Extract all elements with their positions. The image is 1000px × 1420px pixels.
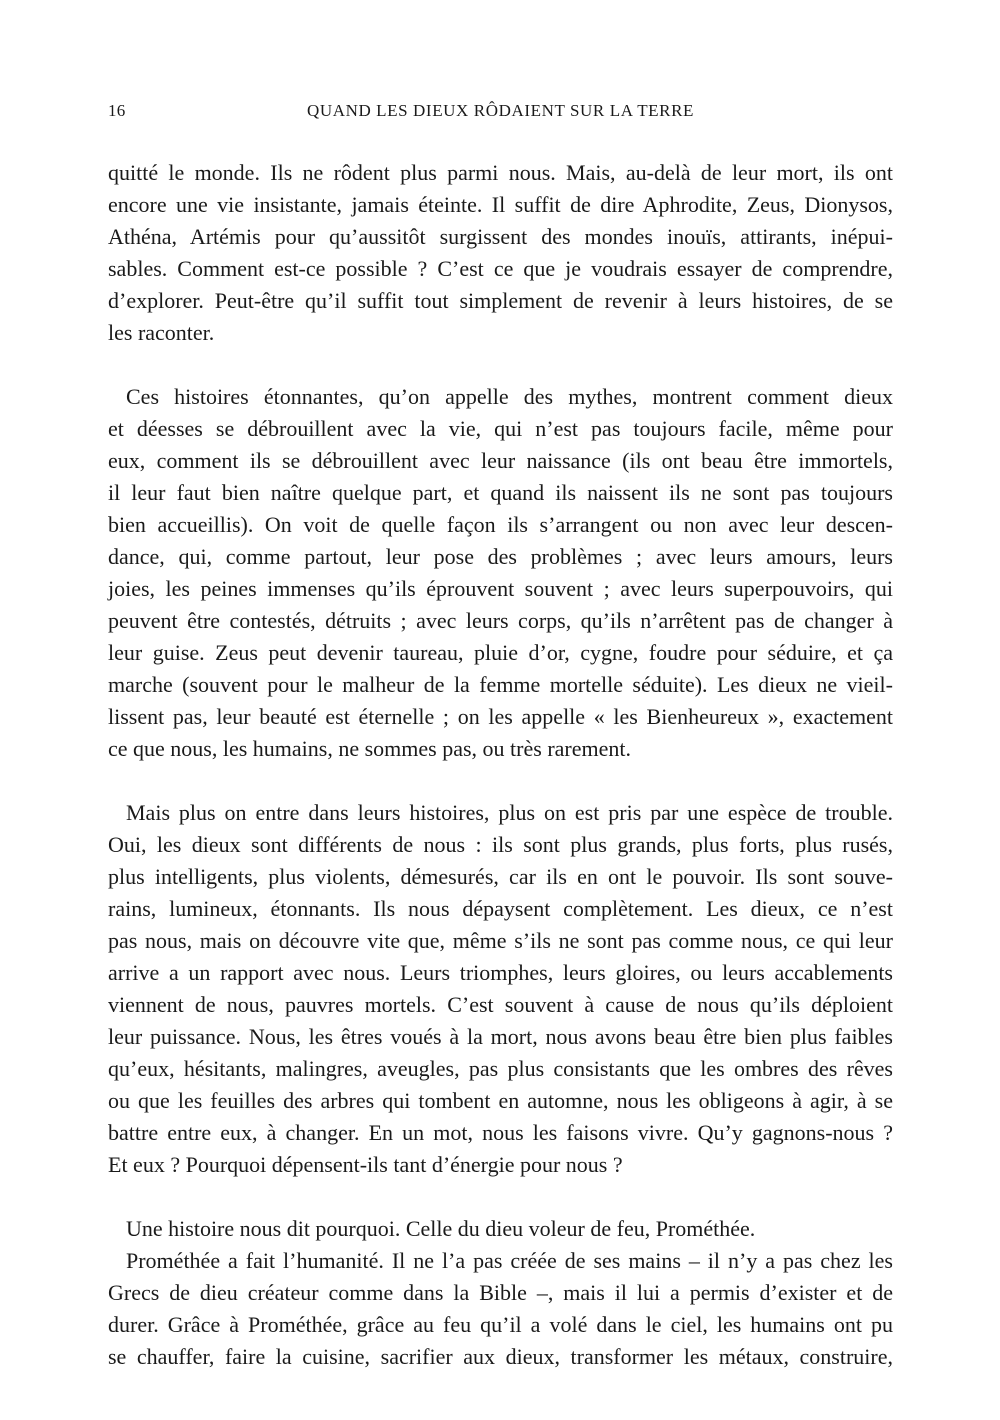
text-line: Oui, les dieux sont différents de nous : ils sont plus grands, plus forts, plus rusés,: [108, 832, 893, 857]
text-line: marche (souvent pour le malheur de la femme mortelle séduite). Les dieux ne vieil-: [108, 672, 893, 697]
text-line: sables. Comment est-ce possible ? C’est ce que je voudrais essayer de comprendre,: [108, 256, 893, 281]
text-line: Ces histoires étonnantes, qu’on appelle des mythes, montrent comment dieux: [126, 384, 893, 409]
text-line: leur guise. Zeus peut devenir taureau, pluie d’or, cygne, foudre pour séduire, et ça: [108, 640, 893, 665]
text-line: Grecs de dieu créateur comme dans la Bible –, mais il lui a permis d’exister et de: [108, 1280, 893, 1305]
text-line: durer. Grâce à Prométhée, grâce au feu qu’il a volé dans le ciel, les humains ont pu: [108, 1312, 893, 1337]
paragraph: [108, 797, 893, 1181]
text-line: eux, comment ils se débrouillent avec leur naissance (ils ont beau être immortels,: [108, 448, 893, 473]
text-line: ou que les feuilles des arbres qui tombent en automne, nous les obligeons à agir, à se: [108, 1088, 893, 1113]
text-line: Mais plus on entre dans leurs histoires, plus on est pris par une espèce de trouble.: [126, 800, 893, 825]
text-line: peuvent être contestés, détruits ; avec leurs corps, qu’ils n’arrêtent pas de changer à: [108, 608, 893, 633]
text-line: quitté le monde. Ils ne rôdent plus parmi nous. Mais, au-delà de leur mort, ils ont: [108, 160, 893, 185]
text-line: Et eux ? Pourquoi dépensent-ils tant d’énergie pour nous ?: [108, 1152, 623, 1177]
text-line: il leur faut bien naître quelque part, et quand ils naissent ils ne sont pas toujours: [108, 480, 893, 505]
text-line: joies, les peines immenses qu’ils éprouvent souvent ; avec leurs superpouvoirs, qui: [108, 576, 893, 601]
text-line: qu’eux, hésitants, malingres, aveugles, pas plus consistants que les ombres des rêves: [108, 1056, 893, 1081]
text-line: pas nous, mais on découvre vite que, même s’ils ne sont pas comme nous, ce qui leur: [108, 928, 893, 953]
text-line: dance, qui, comme partout, leur pose des problèmes ; avec leurs amours, leurs: [108, 544, 893, 569]
text-line: et déesses se débrouillent avec la vie, qui n’est pas toujours facile, même pour: [108, 416, 893, 441]
running-title: QUAND LES DIEUX RÔDAIENT SUR LA TERRE: [306, 101, 695, 120]
text-line: encore une vie insistante, jamais éteinte. Il suffit de dire Aphrodite, Zeus, Dionysos,: [108, 192, 893, 217]
paragraph: [108, 381, 893, 765]
text-line: Prométhée a fait l’humanité. Il ne l’a pas créée de ses mains – il n’y a pas chez les: [126, 1248, 893, 1273]
text-line: arrive a un rapport avec nous. Leurs triomphes, leurs gloires, ou leurs accablements: [108, 960, 893, 985]
body-text: [108, 157, 893, 1373]
text-line: Une histoire nous dit pourquoi. Celle du dieu voleur de feu, Prométhée.: [126, 1216, 756, 1241]
running-header: [108, 98, 893, 124]
paragraph: [108, 1245, 893, 1373]
text-line: se chauffer, faire la cuisine, sacrifier aux dieux, transformer les métaux, construire,: [108, 1344, 893, 1369]
text-line: Athéna, Artémis pour qu’aussitôt surgissent des mondes inouïs, attirants, inépui-: [108, 224, 893, 249]
paragraph: [108, 157, 893, 349]
text-line: les raconter.: [108, 320, 215, 345]
text-line: leur puissance. Nous, les êtres voués à la mort, nous avons beau être bien plus faibles: [108, 1024, 893, 1049]
text-line: viennent de nous, pauvres mortels. C’est souvent à cause de nous qu’ils déploient: [108, 992, 893, 1017]
text-line: plus intelligents, plus violents, démesurés, car ils en ont le pouvoir. Ils sont souve-: [108, 864, 893, 889]
text-line: battre entre eux, à changer. En un mot, nous les faisons vivre. Qu’y gagnons-nous ?: [108, 1120, 893, 1145]
paragraph: [108, 1213, 893, 1245]
text-line: ce que nous, les humains, ne sommes pas, ou très rarement.: [108, 736, 631, 761]
text-line: d’explorer. Peut-être qu’il suffit tout simplement de revenir à leurs histoires, de se: [108, 288, 893, 313]
text-line: bien accueillis). On voit de quelle façon ils s’arrangent ou non avec leur descen-: [108, 512, 893, 537]
text-line: rains, lumineux, étonnants. Ils nous dépaysent complètement. Les dieux, ce n’est: [108, 896, 893, 921]
text-line: lissent pas, leur beauté est éternelle ; on les appelle « les Bienheureux », exactement: [108, 704, 893, 729]
page-number: 16: [108, 101, 126, 120]
